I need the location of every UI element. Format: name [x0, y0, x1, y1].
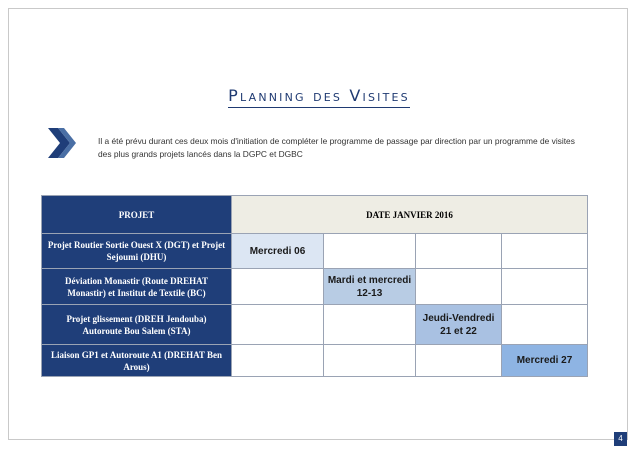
- empty-cell: [502, 305, 588, 345]
- empty-cell: [324, 234, 416, 269]
- empty-cell: [232, 305, 324, 345]
- table-row: [42, 305, 588, 345]
- header-project: PROJET: [42, 196, 232, 234]
- project-cell: Déviation Monastir (Route DREHAT Monastir) et Institut de Textile (BC): [42, 269, 232, 305]
- empty-cell: [502, 269, 588, 305]
- table-row: [42, 345, 588, 377]
- empty-cell: [416, 269, 502, 305]
- table-row: [42, 234, 588, 269]
- date-cell: Mardi et mercredi 12-13: [324, 269, 416, 305]
- date-cell: Jeudi-Vendredi 21 et 22: [416, 305, 502, 345]
- header-date: DATE JANVIER 2016: [232, 196, 588, 234]
- intro-text: Il a été prévu durant ces deux mois d'initiation de compléter le programme de passage par direction par un programme de visites des plus grands projets lancés dans la DGPC et DGBC: [98, 136, 575, 159]
- date-cell: Mercredi 06: [232, 234, 324, 269]
- page-number: 4: [614, 432, 627, 446]
- visits-table: [41, 195, 588, 377]
- empty-cell: [324, 305, 416, 345]
- table-row: [42, 269, 588, 305]
- page-title: Planning des Visites: [0, 86, 638, 105]
- double-chevron-right-icon: [48, 128, 80, 158]
- empty-cell: [416, 234, 502, 269]
- project-cell: Projet Routier Sortie Ouest X (DGT) et Projet Sejoumi (DHU): [42, 234, 232, 269]
- empty-cell: [502, 234, 588, 269]
- project-cell: Liaison GP1 et Autoroute A1 (DREHAT Ben Arous): [42, 345, 232, 377]
- empty-cell: [416, 345, 502, 377]
- empty-cell: [232, 269, 324, 305]
- project-cell: Projet glissement (DREH Jendouba) Autoroute Bou Salem (STA): [42, 305, 232, 345]
- empty-cell: [324, 345, 416, 377]
- date-cell: Mercredi 27: [502, 345, 588, 377]
- empty-cell: [232, 345, 324, 377]
- table-header-row: [42, 196, 588, 234]
